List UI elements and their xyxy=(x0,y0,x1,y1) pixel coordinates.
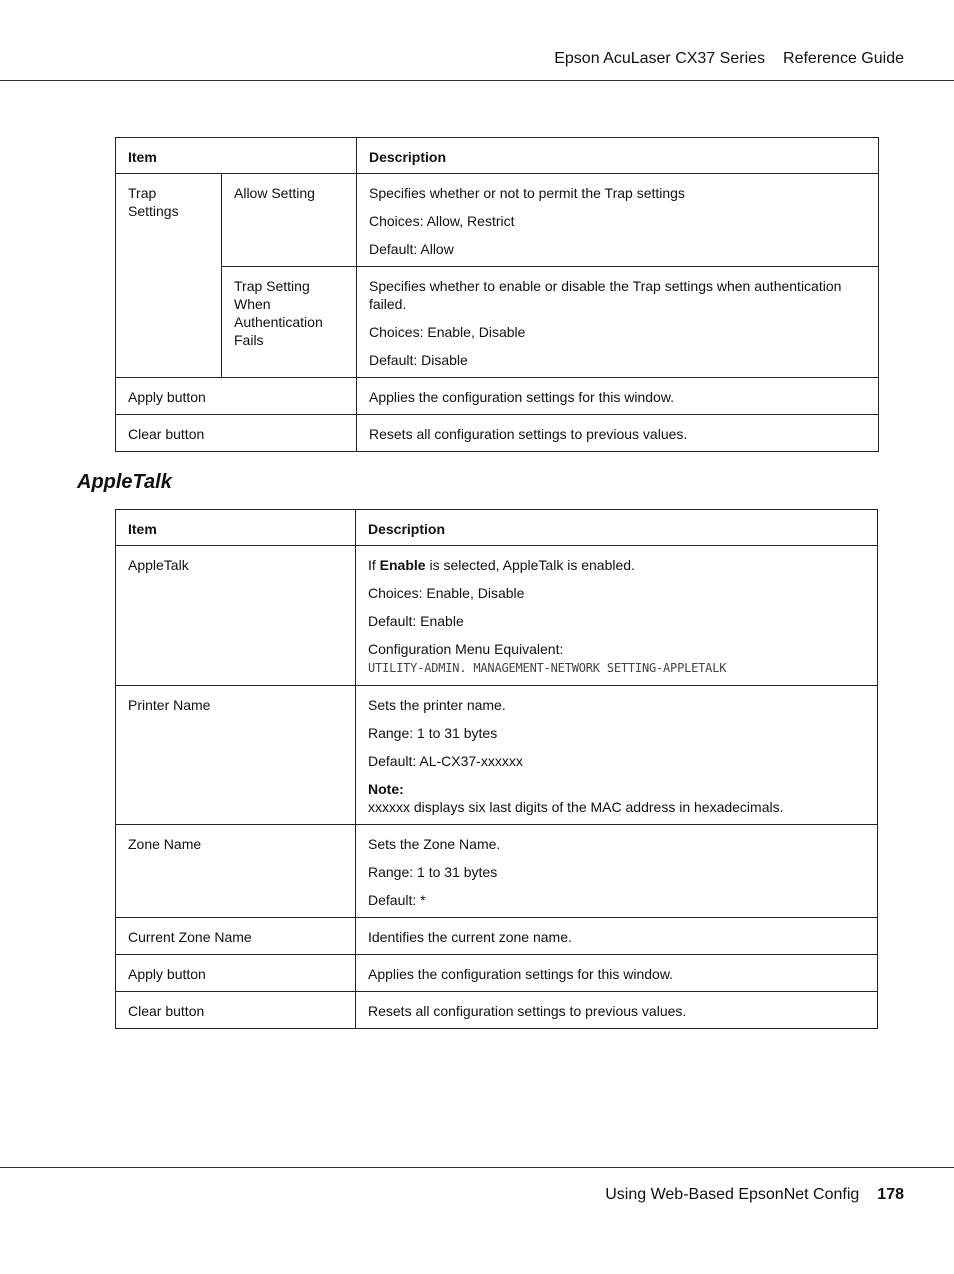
table-row xyxy=(116,686,878,825)
description-suffix: is selected, AppleTalk is enabled. xyxy=(425,557,635,573)
description-cell xyxy=(356,546,878,686)
description-line xyxy=(368,640,865,677)
description-line: Choices: Allow, Restrict xyxy=(369,213,515,229)
description-cell: Applies the configuration settings for this window. xyxy=(357,378,879,415)
description-line: Default: Enable xyxy=(368,613,464,629)
column-header-item: Item xyxy=(116,138,357,174)
table-row xyxy=(116,378,879,415)
item-label: Apply button xyxy=(116,955,356,992)
description-line: Default: AL-CX37-xxxxxx xyxy=(368,753,523,769)
table-row xyxy=(116,415,879,452)
header-rule xyxy=(0,80,954,81)
table-header-row xyxy=(116,138,879,174)
item-label: AppleTalk xyxy=(116,546,356,686)
description-cell: Identifies the current zone name. xyxy=(356,918,878,955)
description-line: Sets the Zone Name. xyxy=(368,836,501,852)
note-text: xxxxxx displays six last digits of the MAC address in hexadecimals. xyxy=(368,799,784,815)
appletalk-table xyxy=(115,509,878,1029)
header-guide: Reference Guide xyxy=(783,50,904,67)
note-label: Note: xyxy=(368,781,404,797)
table-row xyxy=(116,174,879,267)
table-row xyxy=(116,955,878,992)
page-header xyxy=(554,50,904,68)
description-cell xyxy=(356,686,878,825)
page-number: 178 xyxy=(877,1186,904,1203)
description-prefix: If xyxy=(368,557,380,573)
trap-settings-label: Trap Settings xyxy=(116,174,222,378)
description-bold: Enable xyxy=(379,557,426,573)
trap-settings-table xyxy=(115,137,879,452)
item-label: Apply button xyxy=(116,378,357,415)
description-line: Specifies whether to enable or disable the Trap settings when authentication failed. xyxy=(369,278,842,312)
column-header-item: Item xyxy=(116,510,356,546)
table-row xyxy=(116,546,878,686)
description-cell: Resets all configuration settings to previous values. xyxy=(357,415,879,452)
menu-path: UTILITY-ADMIN. MANAGEMENT-NETWORK SETTING-APPLETALK xyxy=(368,661,727,675)
description-line: Choices: Enable, Disable xyxy=(369,324,526,340)
description-line: Default: Allow xyxy=(369,241,454,257)
item-label: Zone Name xyxy=(116,825,356,918)
note xyxy=(368,780,865,816)
table-row xyxy=(116,267,879,378)
sub-item-label: Allow Setting xyxy=(222,174,357,267)
column-header-description: Description xyxy=(357,138,879,174)
table-header-row xyxy=(116,510,878,546)
table-row xyxy=(116,825,878,918)
sub-item-label: Trap Setting When Authentication Fails xyxy=(222,267,357,378)
item-label: Clear button xyxy=(116,415,357,452)
description-line: Choices: Enable, Disable xyxy=(368,585,525,601)
section-title: AppleTalk xyxy=(77,471,172,493)
header-product: Epson AcuLaser CX37 Series xyxy=(554,50,766,67)
description-line: Range: 1 to 31 bytes xyxy=(368,725,498,741)
table-row xyxy=(116,992,878,1029)
footer-rule xyxy=(0,1167,954,1168)
description-line: Sets the printer name. xyxy=(368,697,506,713)
description-cell xyxy=(356,825,878,918)
description-line: Range: 1 to 31 bytes xyxy=(368,864,498,880)
item-label: Printer Name xyxy=(116,686,356,825)
menu-equivalent-label: Configuration Menu Equivalent: xyxy=(368,641,564,657)
item-label: Current Zone Name xyxy=(116,918,356,955)
column-header-description: Description xyxy=(356,510,878,546)
description-line: Default: * xyxy=(368,892,426,908)
table-row xyxy=(116,918,878,955)
description-line xyxy=(368,556,865,574)
description-cell xyxy=(357,267,879,378)
description-cell: Resets all configuration settings to previous values. xyxy=(356,992,878,1029)
description-line: Specifies whether or not to permit the Trap settings xyxy=(369,185,685,201)
description-cell xyxy=(357,174,879,267)
item-label: Clear button xyxy=(116,992,356,1029)
footer-section: Using Web-Based EpsonNet Config xyxy=(605,1186,860,1203)
page-footer xyxy=(605,1186,904,1204)
description-cell: Applies the configuration settings for this window. xyxy=(356,955,878,992)
description-line: Default: Disable xyxy=(369,352,468,368)
